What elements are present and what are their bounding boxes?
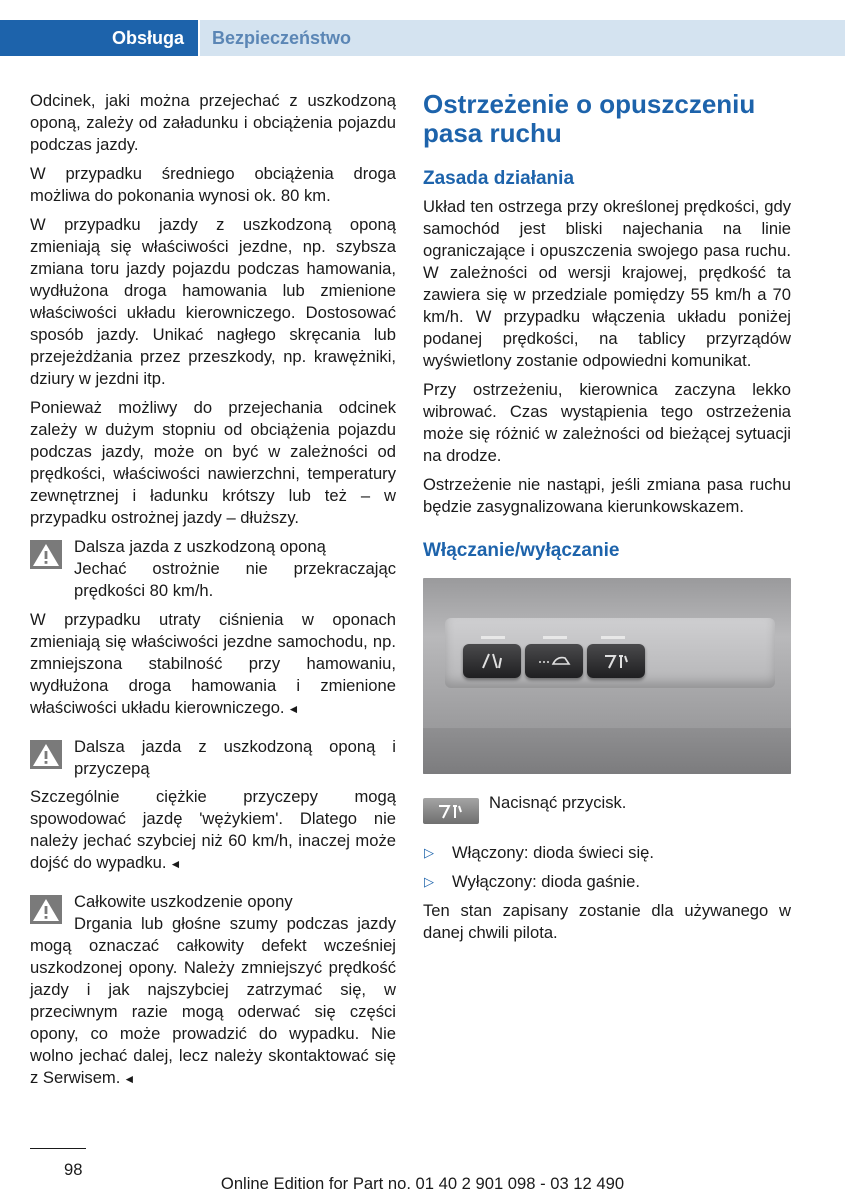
list-item-text: Wyłączony: dioda gaśnie. — [452, 872, 641, 891]
header-bar — [0, 0, 845, 56]
warning-title: Dalsza jazda z uszkodzoną oponą — [74, 537, 326, 556]
tab-obsluga[interactable]: Obsługa — [0, 20, 198, 56]
page-number: 98 — [64, 1160, 83, 1179]
paragraph — [30, 786, 396, 875]
lane-departure-button-icon — [423, 798, 479, 824]
console-lower — [423, 728, 791, 774]
paragraph: Odcinek, jaki można przejechać z uszkodzoną oponą, zależy od załadunku i obciążenia pojazdu podczas jazdy. — [30, 91, 396, 154]
lane-departure-icon — [587, 644, 645, 678]
paragraph — [30, 609, 396, 720]
bullet-triangle-icon: ▷ — [424, 874, 434, 889]
warning-triangle-icon — [30, 895, 62, 924]
status-list — [423, 842, 791, 893]
warning-triangle-icon — [30, 540, 62, 569]
paragraph — [30, 913, 396, 1090]
lane-departure-button — [587, 644, 645, 678]
end-mark-icon: ◄ — [169, 857, 182, 871]
subsection-title: Zasada działania — [423, 168, 575, 189]
paragraph: Układ ten ostrzega przy określonej prędkości, gdy samochód jest bliski najechania na linie ograniczające i opuszczenia swojego pasa ruchu. W zależności od wersji krajowej, prędkość ta zawiera się w przedziale pomiędzy 55 km/h a 70 km/h. W przypadku włączenia układu poniżej podanej prędkości, na tablicy przyrządów wyświetlony zostanie odpowiedni komunikat. — [423, 197, 791, 370]
paragraph: Ten stan zapisany zostanie dla używanego w danej chwili pilota. — [423, 901, 791, 942]
right-column — [423, 90, 791, 951]
end-mark-icon: ◄ — [287, 702, 300, 716]
warning-block — [30, 891, 396, 913]
footer-rule — [30, 1148, 86, 1149]
lane-camera-button — [463, 644, 521, 678]
led-indicator — [601, 636, 625, 639]
section-title: Ostrzeżenie o opuszczeniu pasa ruchu — [423, 89, 756, 148]
paragraph: Ponieważ możliwy do przejechania odcinek zależy w dużym stopniu od obciążenia pojazdu podczas jazdy, może on być w zależności od prędkości, właściwości nawierzchni, temperatury zewnętrznej i ładunku krótszy lub też – w przypadku ostrożnej jazdy – dłuższy. — [30, 398, 396, 527]
list-item — [423, 871, 791, 893]
footer-edition: Online Edition for Part no. 01 40 2 901 098 - 03 12 490 — [220, 1174, 625, 1193]
car-warning-icon — [525, 644, 583, 678]
subsection-title: Włączanie/wyłączanie — [423, 540, 620, 561]
button-panel-photo — [423, 578, 791, 774]
warning-title: Całkowite uszkodzenie opony — [74, 892, 293, 911]
instruction-row — [423, 792, 791, 832]
list-item-text: Włączony: dioda świeci się. — [452, 843, 654, 862]
warning-text: Jechać ostrożnie nie przekraczając prędkości 80 km/h. — [74, 559, 396, 600]
lane-icon — [463, 644, 521, 678]
warning-triangle-icon — [30, 740, 62, 769]
led-indicator — [543, 636, 567, 639]
tab-bezpieczenstwo[interactable]: Bezpieczeństwo — [200, 20, 845, 56]
warning-block — [30, 736, 396, 780]
warning-text: Drgania lub głośne szumy podczas jazdy mogą oznaczać całkowity defekt wcześniej uszkodzonej opony. Należy zmniejszyć prędkość jazdy i jak najszybciej zatrzymać się, w przeciwnym razie mogą oderwać się części opony, co może prowadzić do wypadku. Nie wolno jechać dalej, lecz należy skontaktować się z Serwisem. — [30, 914, 396, 1087]
left-column — [30, 90, 396, 1097]
instruction-text: Nacisnąć przycisk. — [489, 793, 627, 812]
paragraph: W przypadku średniego obciążenia droga możliwa do pokonania wynosi ok. 80 km. — [30, 164, 396, 205]
collision-warning-button — [525, 644, 583, 678]
led-indicator — [481, 636, 505, 639]
warning-text: Szczególnie ciężkie przyczepy mogą spowodować jazdę 'wężykiem'. Dlatego nie należy jechać szybciej niż 60 km/h, inaczej może dojść do wypadku. — [30, 787, 396, 872]
warning-title: Dalsza jazda z uszkodzoną oponą i przyczepą — [74, 737, 396, 778]
bullet-triangle-icon: ▷ — [424, 845, 434, 860]
paragraph: Ostrzeżenie nie nastąpi, jeśli zmiana pasa ruchu będzie zasygnalizowana kierunkowskazem. — [423, 475, 791, 516]
paragraph: Przy ostrzeżeniu, kierownica zaczyna lekko wibrować. Czas wystąpienia tego ostrzeżenia może się różnić w zależności od bieżącej sytuacji na drodze. — [423, 380, 791, 465]
end-mark-icon: ◄ — [123, 1072, 136, 1086]
warning-block — [30, 536, 396, 602]
paragraph: W przypadku jazdy z uszkodzoną oponą zmieniają się właściwości jezdne, np. szybsza zmiana toru jazdy pojazdu podczas hamowania, wydłużona droga hamowania lub zmienione właściwości układu kierowniczego. Dostosować sposób jazdy. Unikać nagłego skręcania lub przejeżdżania przez przeszkody, np. krawężniki, dziury w jezdni itp. — [30, 215, 396, 388]
list-item — [423, 842, 791, 864]
warning-text: W przypadku utraty ciśnienia w oponach zmieniają się właściwości jezdne samochodu, np. zmniejszona stabilność przy hamowaniu, wydłużona droga hamowania i zmienione właściwości układu kierowniczego. — [30, 610, 396, 717]
